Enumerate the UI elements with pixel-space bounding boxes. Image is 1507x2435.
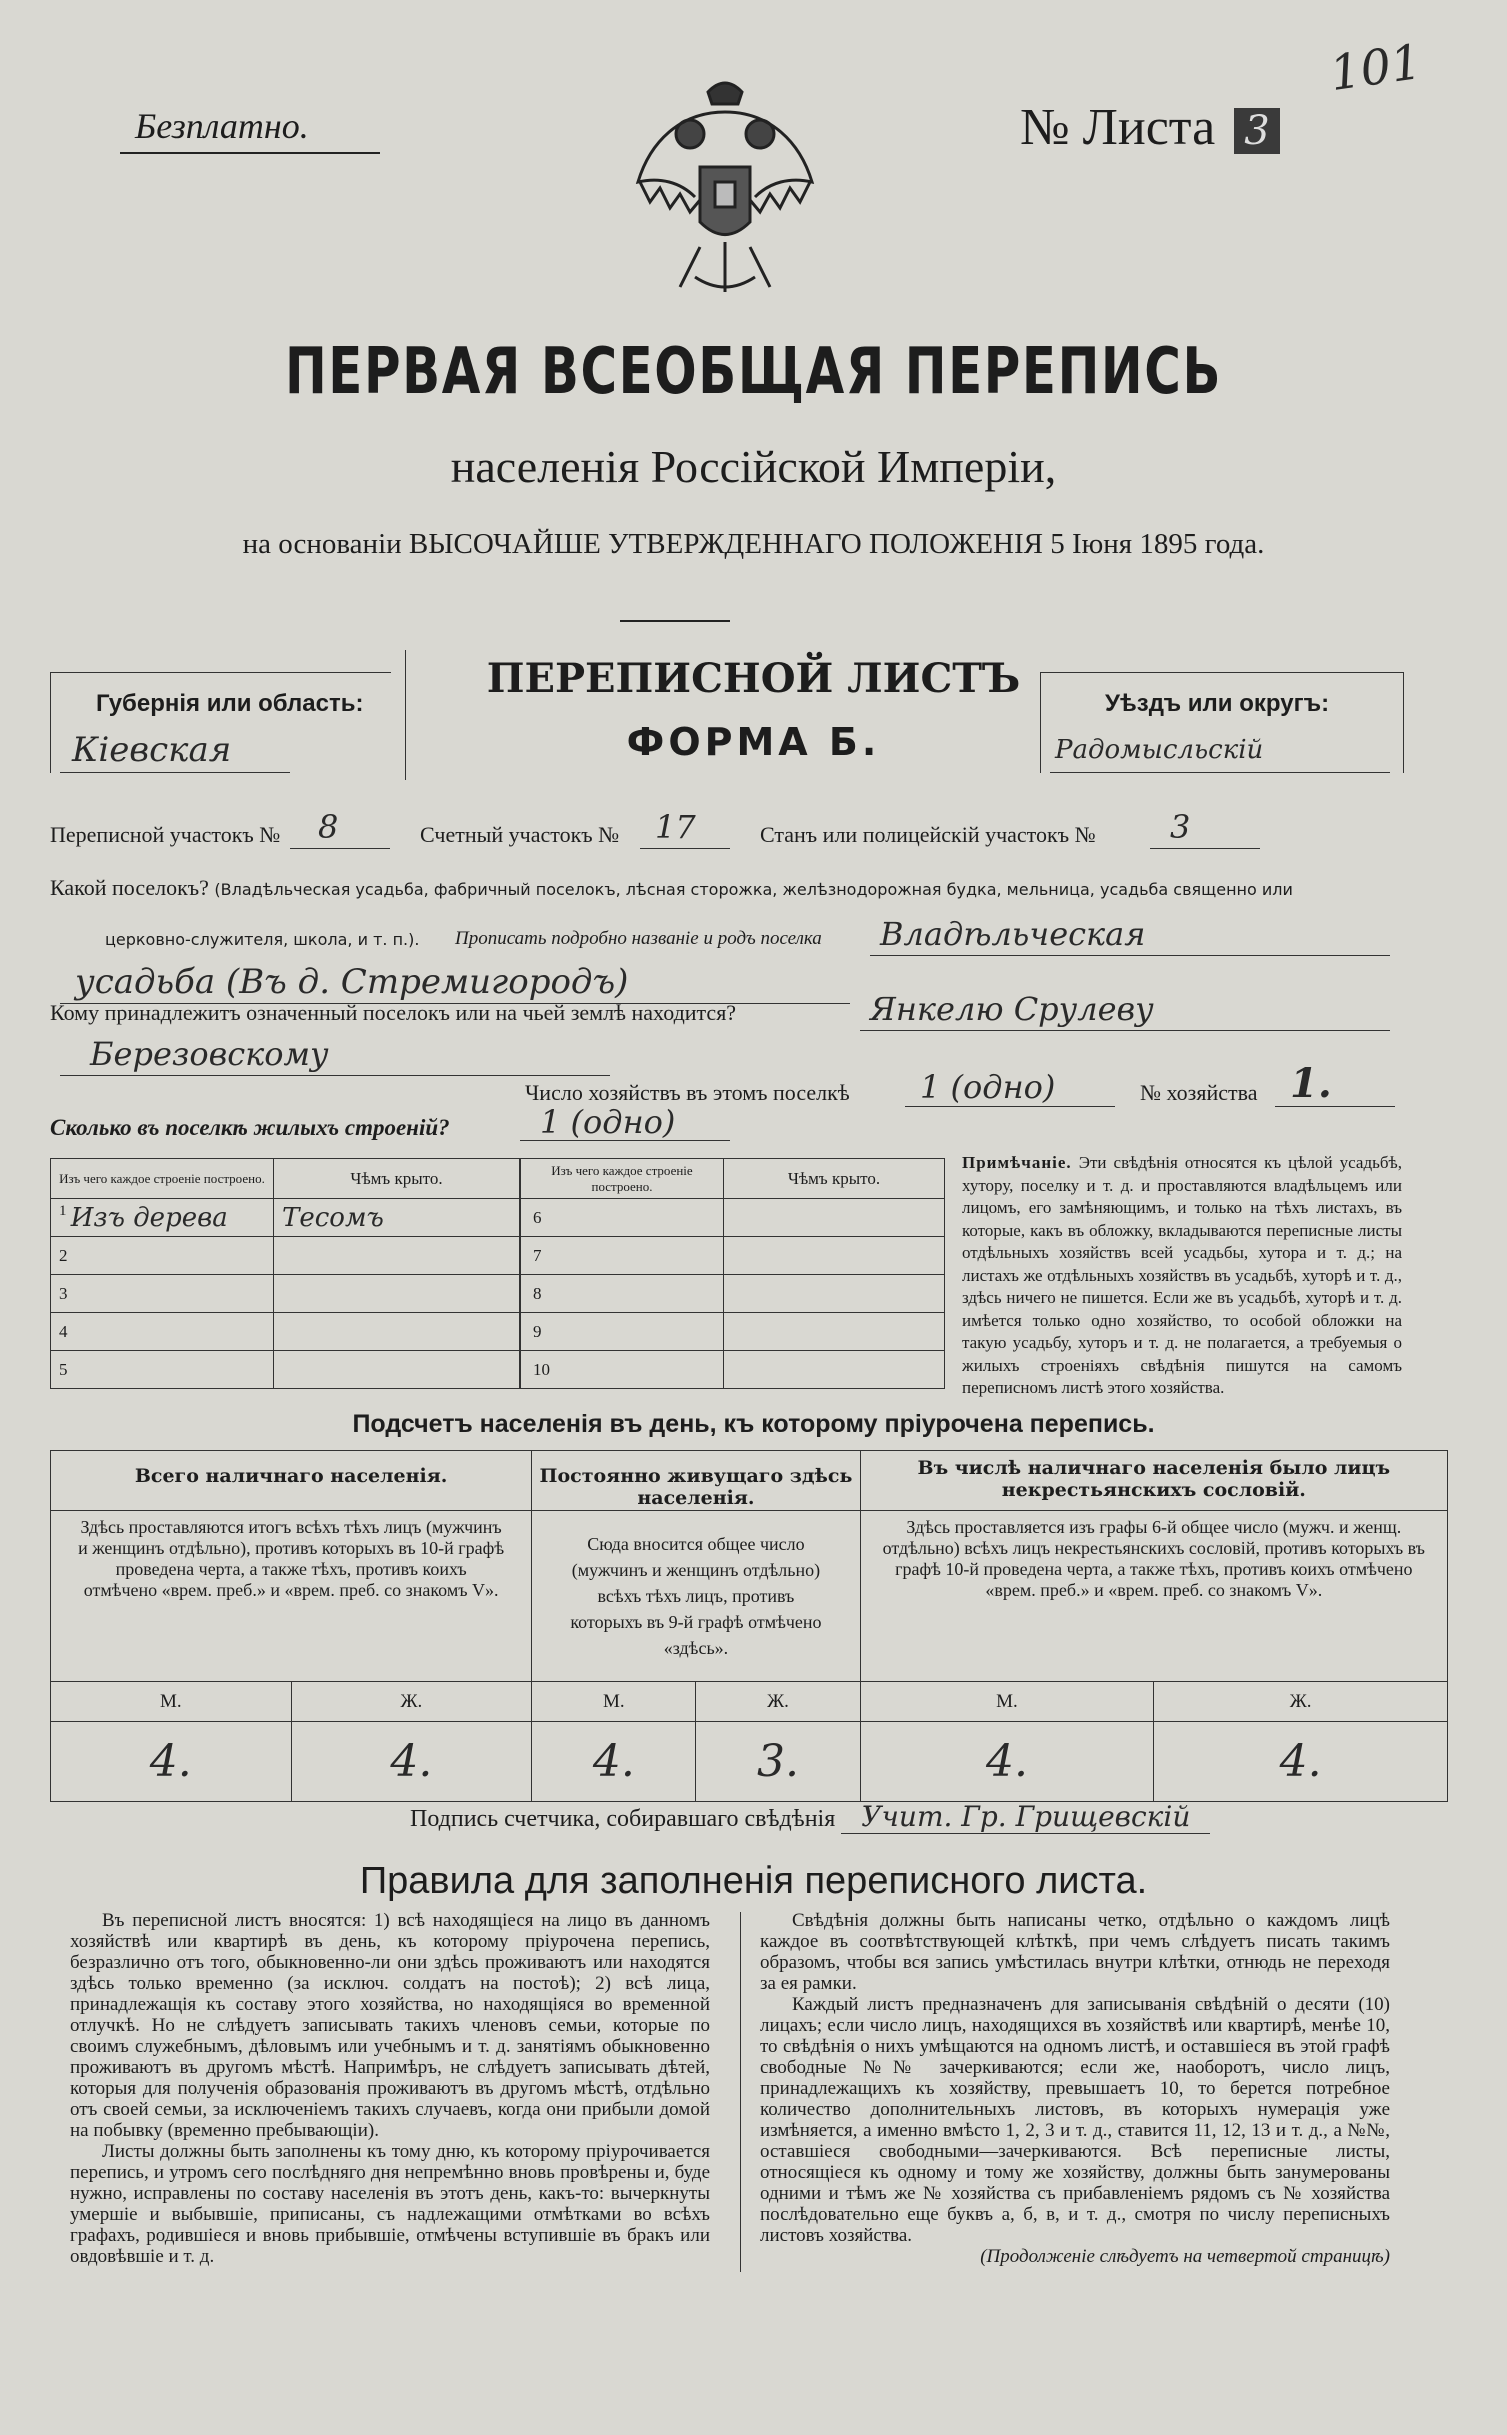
table-row: 4 [51, 1313, 274, 1351]
settlement-underline-1 [870, 955, 1390, 956]
district-value: Радомысльскій [1055, 735, 1264, 765]
total-present-header: Всего наличнаго населенія. [51, 1451, 532, 1511]
households-value: 1 (одно) [920, 1068, 1056, 1106]
continued-note: (Продолженіе слѣдуетъ на четвертой страницѣ) [980, 2246, 1390, 2267]
material-header: Изъ чего каждое строеніе построено. [521, 1159, 724, 1199]
roof-cell [724, 1275, 945, 1313]
non-peasant-header: Въ числѣ наличнаго населенія было лицъ некрестьянскихъ сословій. [860, 1451, 1447, 1511]
archive-number: 101 [1326, 33, 1426, 103]
census-area-underline [290, 848, 390, 849]
owner-underline-2 [60, 1075, 610, 1076]
roof-cell [724, 1351, 945, 1389]
roof-cell: Тесомъ [274, 1199, 520, 1237]
roof-cell [274, 1275, 520, 1313]
buildings-label: Сколько въ поселкѣ жилыхъ строеній? [50, 1115, 450, 1140]
roof-cell [274, 1313, 520, 1351]
count-area-value: 17 [655, 808, 696, 846]
page-subtitle: населенія Россійской Имперіи, [450, 441, 1057, 492]
non-peasant-text: Здѣсь проставляется изъ графы 6-й общее число (мужч. и женщ. отдѣльно) всѣхъ лицъ некрестьянскихъ сословій, противъ которыхъ въ графѣ 10-й проведена черта, а также тѣхъ, противъ коихъ отмѣчено «врем. преб.» и «врем. преб. со знакомъ V». [860, 1511, 1447, 1682]
note-head: Примѣчаніе. [962, 1153, 1072, 1172]
sheet-number-label: № Листа [1020, 99, 1216, 156]
province-underline [60, 772, 290, 773]
count-value: 4. [532, 1722, 696, 1802]
count-area-label: Счетный участокъ № [420, 822, 620, 847]
count-title: Подсчетъ населенія въ день, къ которому пріурочена перепись. [352, 1410, 1155, 1438]
signature-label: Подпись счетчика, собиравшаго свѣдѣнія [410, 1806, 836, 1832]
buildings-value: 1 (одно) [540, 1103, 676, 1141]
rules-right-column [760, 1910, 1390, 2267]
sheet-number [1020, 98, 1280, 157]
settlement-value-2: усадьба (Въ д. Стремигородъ) [75, 962, 629, 1002]
police-area-label: Станъ или полицейскій участокъ № [760, 822, 1096, 847]
buildings-table-left [50, 1158, 520, 1389]
roof-cell [724, 1199, 945, 1237]
households-underline [905, 1106, 1115, 1107]
rules-paragraph: Въ переписной листъ вносятся: 1) всѣ находящіеся на лицо въ данномъ хозяйствѣ или квартирѣ въ день, къ которому пріурочена перепись, безразлично отъ того, обыкновенно-ли они здѣсь проживаютъ или находятся здѣсь только временно (за исключ. солдатъ на постоѣ); 2) всѣ лица, принадлежащія къ составу этого хозяйства, но находящіяся во временной отлучкѣ. Но не слѣдуетъ записывать такихъ членовъ семьи, которые по своимъ служебнымъ, дѣловымъ или учебнымъ и т. д. занятіямъ обыкновенно проживаютъ въ другомъ мѣстѣ. Напримѣръ, не слѣдуетъ записывать дѣтей, которыя для полученія образованія проживаютъ въ другомъ мѣстѣ, отдѣльно отъ своей семьи, за исключеніемъ такихъ случаевъ, когда они прибыли домой на побывку (временно пребывающіи). [70, 1910, 710, 2141]
free-label: Безплатно. [135, 106, 309, 146]
note-text: Эти свѣдѣнія относятся къ цѣлой усадьбѣ, хутору, поселку и т. д. и проставляются владѣльцемъ или лицомъ, его замѣняющимъ, и только на тѣхъ листахъ, въ которые, какъ въ обложку, вкладываются переписные листы отдѣльныхъ хозяйствъ всей усадьбы, хутора и т. д.; на листахъ же отдѣльныхъ хозяйствъ въ усадьбѣ, хуторѣ и т. д., здѣсь ничего не пишется. Если же въ усадьбѣ, хуторѣ и т. д. имѣется только одно хозяйство, то особой обложки на такую усадьбу, хуторъ и т. д. не полагается, а требуемыя о жилыхъ строеніяхъ свѣдѣнія пишутся на самомъ переписномъ листѣ этого хозяйства. [962, 1153, 1402, 1397]
owner-value-1: Янкелю Срулеву [870, 990, 1154, 1028]
rules-paragraph: Листы должны быть заполнены къ тому дню, къ которому пріурочивается перепись, и утромъ сего послѣдняго дня непремѣнно вновь провѣрены и, буде нужно, исправлены по составу населенія въ этотъ день, какъ-то: вычеркнуты умершіе и выбывшіе, приписаны, съ надлежащими отмѣтками во всѣхъ графахъ, родившіеся и вновь прибывшіе, отмѣчены вступившіе въ бракъ или овдовѣвшіе и т. д. [70, 2141, 710, 2267]
table-row: 5 [51, 1351, 274, 1389]
bleed-through [40, 150, 46, 174]
settlement-question [50, 875, 1293, 901]
province-value: Кіевская [72, 730, 232, 770]
table-row: 2 [51, 1237, 274, 1275]
count-value: 4. [291, 1722, 532, 1802]
table-row: 3 [51, 1275, 274, 1313]
settlement-hint-2: церковно-служителя, школа, и т. п.). [105, 930, 420, 949]
free-underline [120, 152, 380, 154]
population-count-table [50, 1450, 1448, 1802]
households-label: Число хозяйствъ въ этомъ поселкѣ [525, 1080, 850, 1105]
sheet-number-value: 3 [1234, 108, 1279, 154]
male-label: М. [860, 1682, 1154, 1722]
material-header: Изъ чего каждое строеніе построено. [51, 1159, 274, 1199]
table-row: 6 [521, 1199, 724, 1237]
count-value: 3. [696, 1722, 860, 1802]
buildings-note [962, 1152, 1402, 1400]
settlement-instruction: Прописать подробно названіе и родъ поселка [455, 928, 822, 949]
total-present-text: Здѣсь проставляются итогъ всѣхъ тѣхъ лицъ (мужчинъ и женщинъ отдѣльно), противъ которыхъ въ 10-й графѣ проведена черта, а также тѣхъ, противъ коихъ отмѣчено «врем. преб.» и «врем. преб. со знакомъ V». [51, 1511, 532, 1682]
household-number-label: № хозяйства [1140, 1080, 1258, 1105]
roof-cell [724, 1237, 945, 1275]
form-type: ФОРМА Б. [626, 720, 881, 764]
district-underline [1050, 772, 1390, 773]
divider [620, 620, 730, 622]
page-title: ПЕРВАЯ ВСЕОБЩАЯ ПЕРЕПИСЬ [284, 335, 1223, 409]
female-label: Ж. [696, 1682, 860, 1722]
settlement-value-1: Владѣльческая [880, 915, 1146, 953]
owner-value-2: Березовскому [90, 1035, 329, 1073]
male-label: М. [51, 1682, 292, 1722]
rules-left-column [70, 1910, 710, 2267]
count-value: 4. [1154, 1722, 1448, 1802]
table-row: 8 [521, 1275, 724, 1313]
legal-basis: на основаніи ВЫСОЧАЙШЕ УТВЕРЖДЕННАГО ПОЛОЖЕНІЯ 5 Іюня 1895 года. [242, 528, 1265, 560]
rules-paragraph: Каждый листъ предназначенъ для записыванія свѣдѣній о десяти (10) лицахъ; если число лицъ, находящихся въ хозяйствѣ или квартирѣ, менѣе 10, то свѣдѣнія о нихъ умѣщаются на одномъ листѣ, и оставшіеся въ этой графѣ свободные №№ зачеркиваются; если же, наоборотъ, число лицъ, принадлежащихъ къ хозяйству, превышаетъ 10, то берется потребное количество дополнительныхъ листовъ, въ которыхъ нумерація уже измѣняется, а именно вмѣсто 1, 2, 3 и т. д., ставится 11, 12, 13 и т. д., а №№, оставшіеся свободными—зачеркиваются. Всѣ переписные листы, относящіеся къ одному и тому же хозяйству, должны быть занумерованы одними и тѣмъ же № хозяйства съ прибавленіемъ рядомъ съ № хозяйства послѣдовательно еще буквъ а, б, в, и т. д., смотря по числу переписныхъ листовъ хозяйства. [760, 1994, 1390, 2246]
household-number-underline [1275, 1106, 1395, 1107]
census-area-value: 8 [318, 808, 339, 846]
settlement-hint: (Владѣльческая усадьба, фабричный поселокъ, лѣсная сторожка, желѣзнодорожная будка, мельница, усадьба священно или [214, 880, 1293, 899]
permanent-header: Постоянно живущаго здѣсь населенія. [532, 1451, 860, 1511]
owner-label: Кому принадлежитъ означенный поселокъ или на чьей землѣ находится? [50, 1000, 737, 1025]
table-row: 10 [521, 1351, 724, 1389]
signature-value: Учит. Гр. Грищевскій [841, 1800, 1210, 1834]
form-title: ПЕРЕПИСНОЙ ЛИСТЪ [486, 655, 1021, 702]
table-row: 1 Изъ дерева [51, 1199, 274, 1237]
census-area-label: Переписной участокъ № [50, 822, 281, 847]
roof-cell [274, 1237, 520, 1275]
female-label: Ж. [291, 1682, 532, 1722]
table-row: 7 [521, 1237, 724, 1275]
table-row: 9 [521, 1313, 724, 1351]
police-area-underline [1150, 848, 1260, 849]
police-area-value: 3 [1170, 808, 1191, 846]
count-area-underline [640, 848, 730, 849]
household-number-value: 1. [1290, 1060, 1332, 1107]
imperial-eagle-emblem [620, 72, 830, 312]
male-label: М. [532, 1682, 696, 1722]
rules-paragraph: Свѣдѣнія должны быть написаны четко, отдѣльно о каждомъ лицѣ каждое въ соотвѣтствующей клѣткѣ, при чемъ слѣдуетъ писать такимъ образомъ, чтобы вся запись умѣстилась внутри клѣтки, отнюдь не переходя за ея рамки. [760, 1910, 1390, 1994]
province-label: Губернія или область: [96, 690, 364, 717]
settlement-label: Какой поселокъ? [50, 875, 209, 900]
signature-row [410, 1800, 1210, 1833]
roof-cell [274, 1351, 520, 1389]
column-divider [740, 1912, 741, 2272]
count-value: 4. [860, 1722, 1154, 1802]
permanent-text: Сюда вносится общее число (мужчинъ и женщинъ отдѣльно) всѣхъ тѣхъ лицъ, противъ которыхъ въ 9-й графѣ отмѣчено «здѣсь». [532, 1511, 860, 1682]
roof-header: Чѣмъ крыто. [274, 1159, 520, 1199]
district-label: Уѣздъ или округъ: [1105, 690, 1330, 717]
roof-cell [724, 1313, 945, 1351]
buildings-underline [520, 1140, 730, 1141]
count-value: 4. [51, 1722, 292, 1802]
owner-underline-1 [860, 1030, 1390, 1031]
roof-header: Чѣмъ крыто. [724, 1159, 945, 1199]
female-label: Ж. [1154, 1682, 1448, 1722]
rules-title: Правила для заполненія переписного листа. [359, 1860, 1148, 1902]
buildings-table-right [520, 1158, 945, 1389]
